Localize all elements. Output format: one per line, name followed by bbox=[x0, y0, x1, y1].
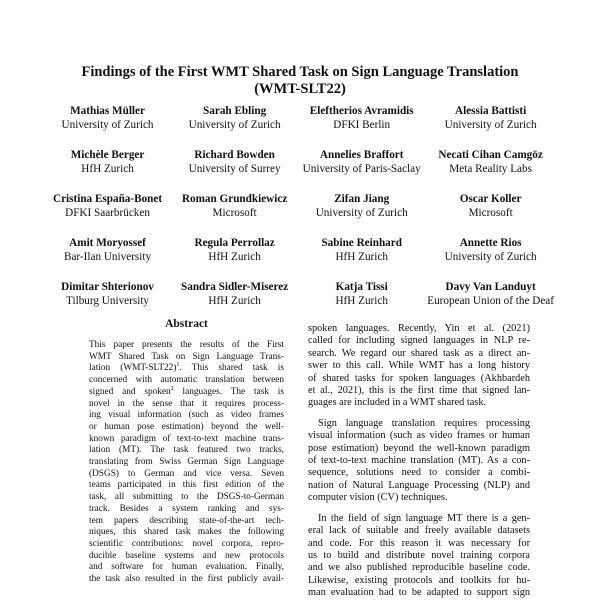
author-affiliation: University of Zurich bbox=[188, 119, 281, 131]
author-block bbox=[300, 280, 423, 308]
body-text-line: us to build and distribute novel training corpora bbox=[308, 549, 530, 561]
author-name: Sarah Ebling bbox=[203, 105, 267, 117]
abstract-line: signed and spoken$^2$ languages. The task is bbox=[89, 385, 284, 397]
body-text-line: of text-to-text machine translation (MT). As a con- bbox=[308, 455, 530, 467]
body-text-line: computer vision (CV) techniques. bbox=[308, 492, 448, 504]
author-affiliation: University of Zurich bbox=[61, 119, 154, 131]
abstract-line: (DSGS) to German and vice versa. Seven bbox=[89, 468, 284, 479]
body-text-line: Likewise, existing protocols and toolkits for hu- bbox=[308, 574, 530, 586]
abstract-heading: Abstract bbox=[165, 318, 208, 330]
introduction-column bbox=[308, 323, 530, 600]
author-affiliation: DFKI Saarbrücken bbox=[65, 207, 150, 219]
author-name: Amit Moryossef bbox=[69, 237, 146, 249]
author-affiliation: HfH Zurich bbox=[208, 295, 261, 307]
author-block bbox=[427, 236, 554, 264]
author-affiliation: Meta Reality Labs bbox=[449, 163, 532, 175]
abstract-line: known paradigm of text-to-text machine trans- bbox=[89, 433, 284, 444]
body-text-line: sequence, solutions need to consider a combi- bbox=[308, 467, 530, 479]
abstract-line: translating from Swiss German Sign Language bbox=[89, 457, 284, 468]
author-block bbox=[46, 236, 169, 264]
author-name: Zifan Jiang bbox=[334, 193, 390, 205]
author-name: Mathias Müller bbox=[70, 105, 145, 117]
author-block bbox=[173, 236, 296, 264]
body-text-line: et al., 2021), this is the first time that signed lan- bbox=[308, 385, 530, 397]
author-block bbox=[173, 192, 296, 220]
author-block bbox=[427, 148, 554, 176]
author-name: Roman Grundkiewicz bbox=[181, 193, 288, 205]
author-affiliation: HfH Zurich bbox=[335, 251, 388, 263]
author-block bbox=[46, 104, 169, 132]
footnote-marker: 1 bbox=[176, 362, 180, 369]
author-block bbox=[427, 192, 554, 220]
author-name: Necati Cihan Camgöz bbox=[438, 149, 543, 161]
abstract-line: or human pose estimation) beyond the well- bbox=[89, 421, 284, 432]
abstract-line: novel in the sense that it requires process- bbox=[89, 398, 284, 409]
author-affiliation: University of Zurich bbox=[444, 119, 537, 131]
author-name: Annelies Braffort bbox=[319, 149, 404, 161]
author-name: Sabine Reinhard bbox=[321, 237, 402, 249]
author-affiliation: DFKI Berlin bbox=[333, 119, 391, 131]
abstract-body bbox=[89, 340, 284, 586]
author-name: Annette Rios bbox=[459, 237, 522, 249]
abstract-line: lation (MT). The task featured two tracks, bbox=[89, 445, 284, 456]
abstract-line: the task also resulted in the first publicly avail- bbox=[89, 574, 284, 585]
body-text-line: search. We regard our shared task as a direct an- bbox=[308, 347, 530, 359]
author-name: Michèle Berger bbox=[70, 149, 145, 161]
author-affiliation: University of Surrey bbox=[188, 163, 281, 175]
author-affiliation: HfH Zurich bbox=[335, 295, 388, 307]
author-affiliation: University of Zurich bbox=[444, 251, 537, 263]
author-block bbox=[300, 236, 423, 264]
author-affiliation: University of Zurich bbox=[315, 207, 408, 219]
author-name: Regula Perrollaz bbox=[194, 237, 275, 249]
body-text-line: guages are included in a WMT shared task. bbox=[308, 397, 487, 409]
paragraph-gap bbox=[308, 410, 530, 418]
author-affiliation: Bar-Ilan University bbox=[64, 251, 152, 263]
abstract-line: ing visual information (such as video frames bbox=[89, 410, 284, 421]
author-name: Oscar Koller bbox=[459, 193, 522, 205]
abstract-line: track. Besides a system ranking and sys- bbox=[89, 503, 284, 514]
author-block bbox=[46, 192, 169, 220]
author-block bbox=[46, 148, 169, 176]
author-name: Sandra Sidler-Miserez bbox=[181, 281, 289, 293]
body-text-line: of shared tasks for spoken languages (Akhbardeh bbox=[308, 372, 530, 384]
body-text-line: and we also published reproducible baseline code. bbox=[308, 562, 530, 574]
author-name: Richard Bowden bbox=[194, 149, 275, 161]
author-name: Dimitar Shterionov bbox=[61, 281, 154, 293]
author-name: Alessia Battisti bbox=[455, 105, 527, 117]
author-block bbox=[173, 104, 296, 132]
paper-title bbox=[40, 64, 560, 98]
abstract-line: concerned with automatic translation between bbox=[89, 375, 284, 386]
author-affiliation: European Union of the Deaf bbox=[427, 295, 554, 307]
title-line-1: Findings of the First WMT Shared Task on Sign Language Translation bbox=[81, 64, 519, 80]
author-name: Cristina España-Bonet bbox=[52, 193, 163, 205]
author-affiliation: Tilburg University bbox=[66, 295, 150, 307]
body-text-line: and code. For this reason it was necessary for bbox=[308, 537, 530, 549]
author-block bbox=[300, 192, 423, 220]
body-text-line: In the field of sign language MT there is a gen- bbox=[318, 512, 530, 524]
author-block bbox=[173, 148, 296, 176]
author-block bbox=[46, 280, 169, 308]
author-block bbox=[427, 280, 554, 308]
abstract-line: WMT Shared Task on Sign Language Trans- bbox=[89, 351, 284, 362]
author-name: Eleftherios Avramidis bbox=[309, 105, 414, 117]
body-text-line: nation of Natural Language Processing (NLP) and bbox=[308, 479, 530, 491]
body-text-line: swer to this call. While WMT has a long history bbox=[308, 360, 530, 372]
abstract-line: and software for human evaluation. Finally, bbox=[89, 562, 284, 573]
body-text-line: pose estimation) beyond the well-known paradigm bbox=[308, 442, 530, 454]
author-block bbox=[427, 104, 554, 132]
body-text-line: man evaluation had to be adapted to support sign bbox=[308, 587, 530, 599]
author-affiliation: HfH Zurich bbox=[81, 163, 134, 175]
author-affiliation: University of Paris-Saclay bbox=[302, 163, 421, 175]
abstract-line: task, all submitting to the DSGS-to-German bbox=[89, 492, 284, 503]
abstract-line: lation $(WMT-SLT22)^1$. This shared task is bbox=[89, 362, 285, 374]
abstract-line: ducible baseline systems and new protocols bbox=[89, 550, 284, 561]
body-text-line: eral lack of suitable and freely available datasets bbox=[308, 525, 530, 537]
author-name: Davy Van Landuyt bbox=[445, 281, 536, 293]
author-affiliation: Microsoft bbox=[468, 207, 513, 219]
abstract-line: scientific contributions: novel corpora, repro- bbox=[89, 538, 284, 549]
author-name: Katja Tissi bbox=[335, 281, 388, 293]
author-affiliation: Microsoft bbox=[212, 207, 257, 219]
author-list bbox=[46, 104, 554, 308]
author-block bbox=[173, 280, 296, 308]
paragraph-gap bbox=[308, 505, 530, 513]
title-line-2: (WMT-SLT22) bbox=[254, 81, 346, 97]
abstract-line: This paper presents the results of the First bbox=[89, 340, 284, 350]
author-block bbox=[300, 104, 423, 132]
body-text-line: Sign language translation requires processing bbox=[318, 417, 530, 429]
abstract-line: niques, this shared task makes the following bbox=[89, 527, 284, 538]
body-text-line: spoken languages. Recently, Yin et al. (2021) bbox=[308, 323, 530, 334]
abstract-line: tem papers describing state-of-the-art tech- bbox=[89, 515, 284, 526]
footnote-marker: 2 bbox=[170, 385, 174, 392]
abstract-section bbox=[89, 318, 284, 586]
author-block bbox=[300, 148, 423, 176]
author-affiliation: HfH Zurich bbox=[208, 251, 261, 263]
body-text-line: visual information (such as video frames or human bbox=[308, 430, 530, 442]
abstract-line: teams participated in this first edition of the bbox=[89, 480, 284, 491]
body-text-line: called for including signed languages in NLP re- bbox=[308, 335, 530, 347]
